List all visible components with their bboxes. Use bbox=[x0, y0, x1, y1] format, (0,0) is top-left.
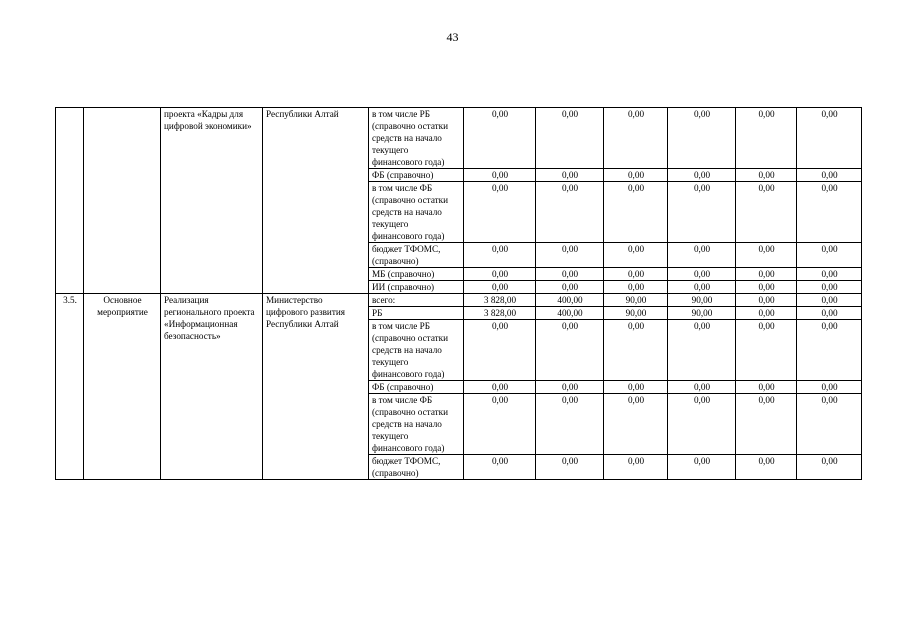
amount-cell: 0,00 bbox=[668, 455, 736, 480]
executor-cell: Республики Алтай bbox=[263, 108, 369, 294]
amount-cell: 0,00 bbox=[536, 108, 604, 169]
amount-cell: 0,00 bbox=[668, 108, 736, 169]
funding-source-cell: бюджет ТФОМС, (справочно) bbox=[369, 455, 464, 480]
measure-name-cell: проекта «Кадры для цифровой экономики» bbox=[161, 108, 263, 294]
table-row bbox=[56, 294, 862, 307]
funding-source-cell: ИИ (справочно) bbox=[369, 281, 464, 294]
amount-cell: 0,00 bbox=[668, 169, 736, 182]
budget-table bbox=[55, 107, 862, 480]
amount-cell: 0,00 bbox=[797, 381, 862, 394]
amount-cell: 0,00 bbox=[536, 394, 604, 455]
amount-cell: 0,00 bbox=[464, 268, 536, 281]
page-number: 43 bbox=[446, 30, 459, 44]
amount-cell: 0,00 bbox=[604, 281, 668, 294]
measure-name-cell: Реализация регионального проекта «Информационная безопасность» bbox=[161, 294, 263, 480]
amount-cell: 0,00 bbox=[797, 394, 862, 455]
amount-cell: 0,00 bbox=[668, 243, 736, 268]
funding-source-cell: в том числе ФБ (справочно остатки средств на начало текущего финансового года) bbox=[369, 182, 464, 243]
funding-source-cell: ФБ (справочно) bbox=[369, 381, 464, 394]
amount-cell: 0,00 bbox=[736, 394, 797, 455]
amount-cell: 0,00 bbox=[604, 320, 668, 381]
amount-cell: 0,00 bbox=[604, 394, 668, 455]
amount-cell: 0,00 bbox=[464, 320, 536, 381]
amount-cell: 0,00 bbox=[536, 268, 604, 281]
amount-cell: 90,00 bbox=[668, 307, 736, 320]
amount-cell: 0,00 bbox=[464, 243, 536, 268]
amount-cell: 0,00 bbox=[797, 294, 862, 307]
amount-cell: 0,00 bbox=[736, 268, 797, 281]
amount-cell: 0,00 bbox=[736, 108, 797, 169]
amount-cell: 90,00 bbox=[668, 294, 736, 307]
amount-cell: 0,00 bbox=[464, 381, 536, 394]
amount-cell: 0,00 bbox=[736, 281, 797, 294]
amount-cell: 400,00 bbox=[536, 307, 604, 320]
table-row bbox=[56, 108, 862, 169]
row-number-cell bbox=[56, 108, 84, 294]
amount-cell: 0,00 bbox=[668, 281, 736, 294]
amount-cell: 0,00 bbox=[736, 381, 797, 394]
measure-type-cell bbox=[84, 108, 161, 294]
amount-cell: 0,00 bbox=[797, 268, 862, 281]
executor-cell: Министерство цифрового развития Республики Алтай bbox=[263, 294, 369, 480]
amount-cell: 0,00 bbox=[797, 320, 862, 381]
amount-cell: 0,00 bbox=[668, 268, 736, 281]
amount-cell: 0,00 bbox=[668, 394, 736, 455]
amount-cell: 0,00 bbox=[736, 243, 797, 268]
amount-cell: 0,00 bbox=[797, 281, 862, 294]
amount-cell: 0,00 bbox=[604, 182, 668, 243]
amount-cell: 0,00 bbox=[604, 108, 668, 169]
amount-cell: 0,00 bbox=[797, 108, 862, 169]
row-number-cell: 3.5. bbox=[56, 294, 84, 480]
amount-cell: 0,00 bbox=[536, 243, 604, 268]
amount-cell: 0,00 bbox=[668, 320, 736, 381]
amount-cell: 400,00 bbox=[536, 294, 604, 307]
amount-cell: 0,00 bbox=[604, 455, 668, 480]
amount-cell: 90,00 bbox=[604, 307, 668, 320]
amount-cell: 0,00 bbox=[536, 169, 604, 182]
amount-cell: 0,00 bbox=[536, 381, 604, 394]
amount-cell: 0,00 bbox=[668, 182, 736, 243]
amount-cell: 0,00 bbox=[736, 455, 797, 480]
amount-cell: 0,00 bbox=[464, 281, 536, 294]
funding-source-cell: ФБ (справочно) bbox=[369, 169, 464, 182]
amount-cell: 0,00 bbox=[736, 294, 797, 307]
funding-source-cell: в том числе РБ (справочно остатки средств на начало текущего финансового года) bbox=[369, 108, 464, 169]
amount-cell: 0,00 bbox=[797, 455, 862, 480]
amount-cell: 0,00 bbox=[536, 182, 604, 243]
amount-cell: 0,00 bbox=[604, 381, 668, 394]
amount-cell: 0,00 bbox=[797, 243, 862, 268]
amount-cell: 0,00 bbox=[604, 243, 668, 268]
funding-source-cell: РБ bbox=[369, 307, 464, 320]
amount-cell: 0,00 bbox=[464, 169, 536, 182]
amount-cell: 0,00 bbox=[736, 307, 797, 320]
funding-source-cell: всего: bbox=[369, 294, 464, 307]
amount-cell: 90,00 bbox=[604, 294, 668, 307]
amount-cell: 0,00 bbox=[736, 169, 797, 182]
amount-cell: 0,00 bbox=[604, 169, 668, 182]
funding-source-cell: в том числе ФБ (справочно остатки средств на начало текущего финансового года) bbox=[369, 394, 464, 455]
amount-cell: 0,00 bbox=[536, 281, 604, 294]
amount-cell: 0,00 bbox=[668, 381, 736, 394]
amount-cell: 3 828,00 bbox=[464, 307, 536, 320]
amount-cell: 0,00 bbox=[464, 455, 536, 480]
funding-source-cell: в том числе РБ (справочно остатки средств на начало текущего финансового года) bbox=[369, 320, 464, 381]
funding-source-cell: МБ (справочно) bbox=[369, 268, 464, 281]
amount-cell: 0,00 bbox=[736, 182, 797, 243]
amount-cell: 0,00 bbox=[604, 268, 668, 281]
amount-cell: 0,00 bbox=[536, 320, 604, 381]
amount-cell: 0,00 bbox=[736, 320, 797, 381]
amount-cell: 0,00 bbox=[464, 108, 536, 169]
funding-source-cell: бюджет ТФОМС, (справочно) bbox=[369, 243, 464, 268]
amount-cell: 0,00 bbox=[797, 169, 862, 182]
amount-cell: 0,00 bbox=[464, 182, 536, 243]
amount-cell: 0,00 bbox=[464, 394, 536, 455]
amount-cell: 3 828,00 bbox=[464, 294, 536, 307]
amount-cell: 0,00 bbox=[797, 182, 862, 243]
measure-type-cell: Основное мероприятие bbox=[84, 294, 161, 480]
amount-cell: 0,00 bbox=[536, 455, 604, 480]
amount-cell: 0,00 bbox=[797, 307, 862, 320]
